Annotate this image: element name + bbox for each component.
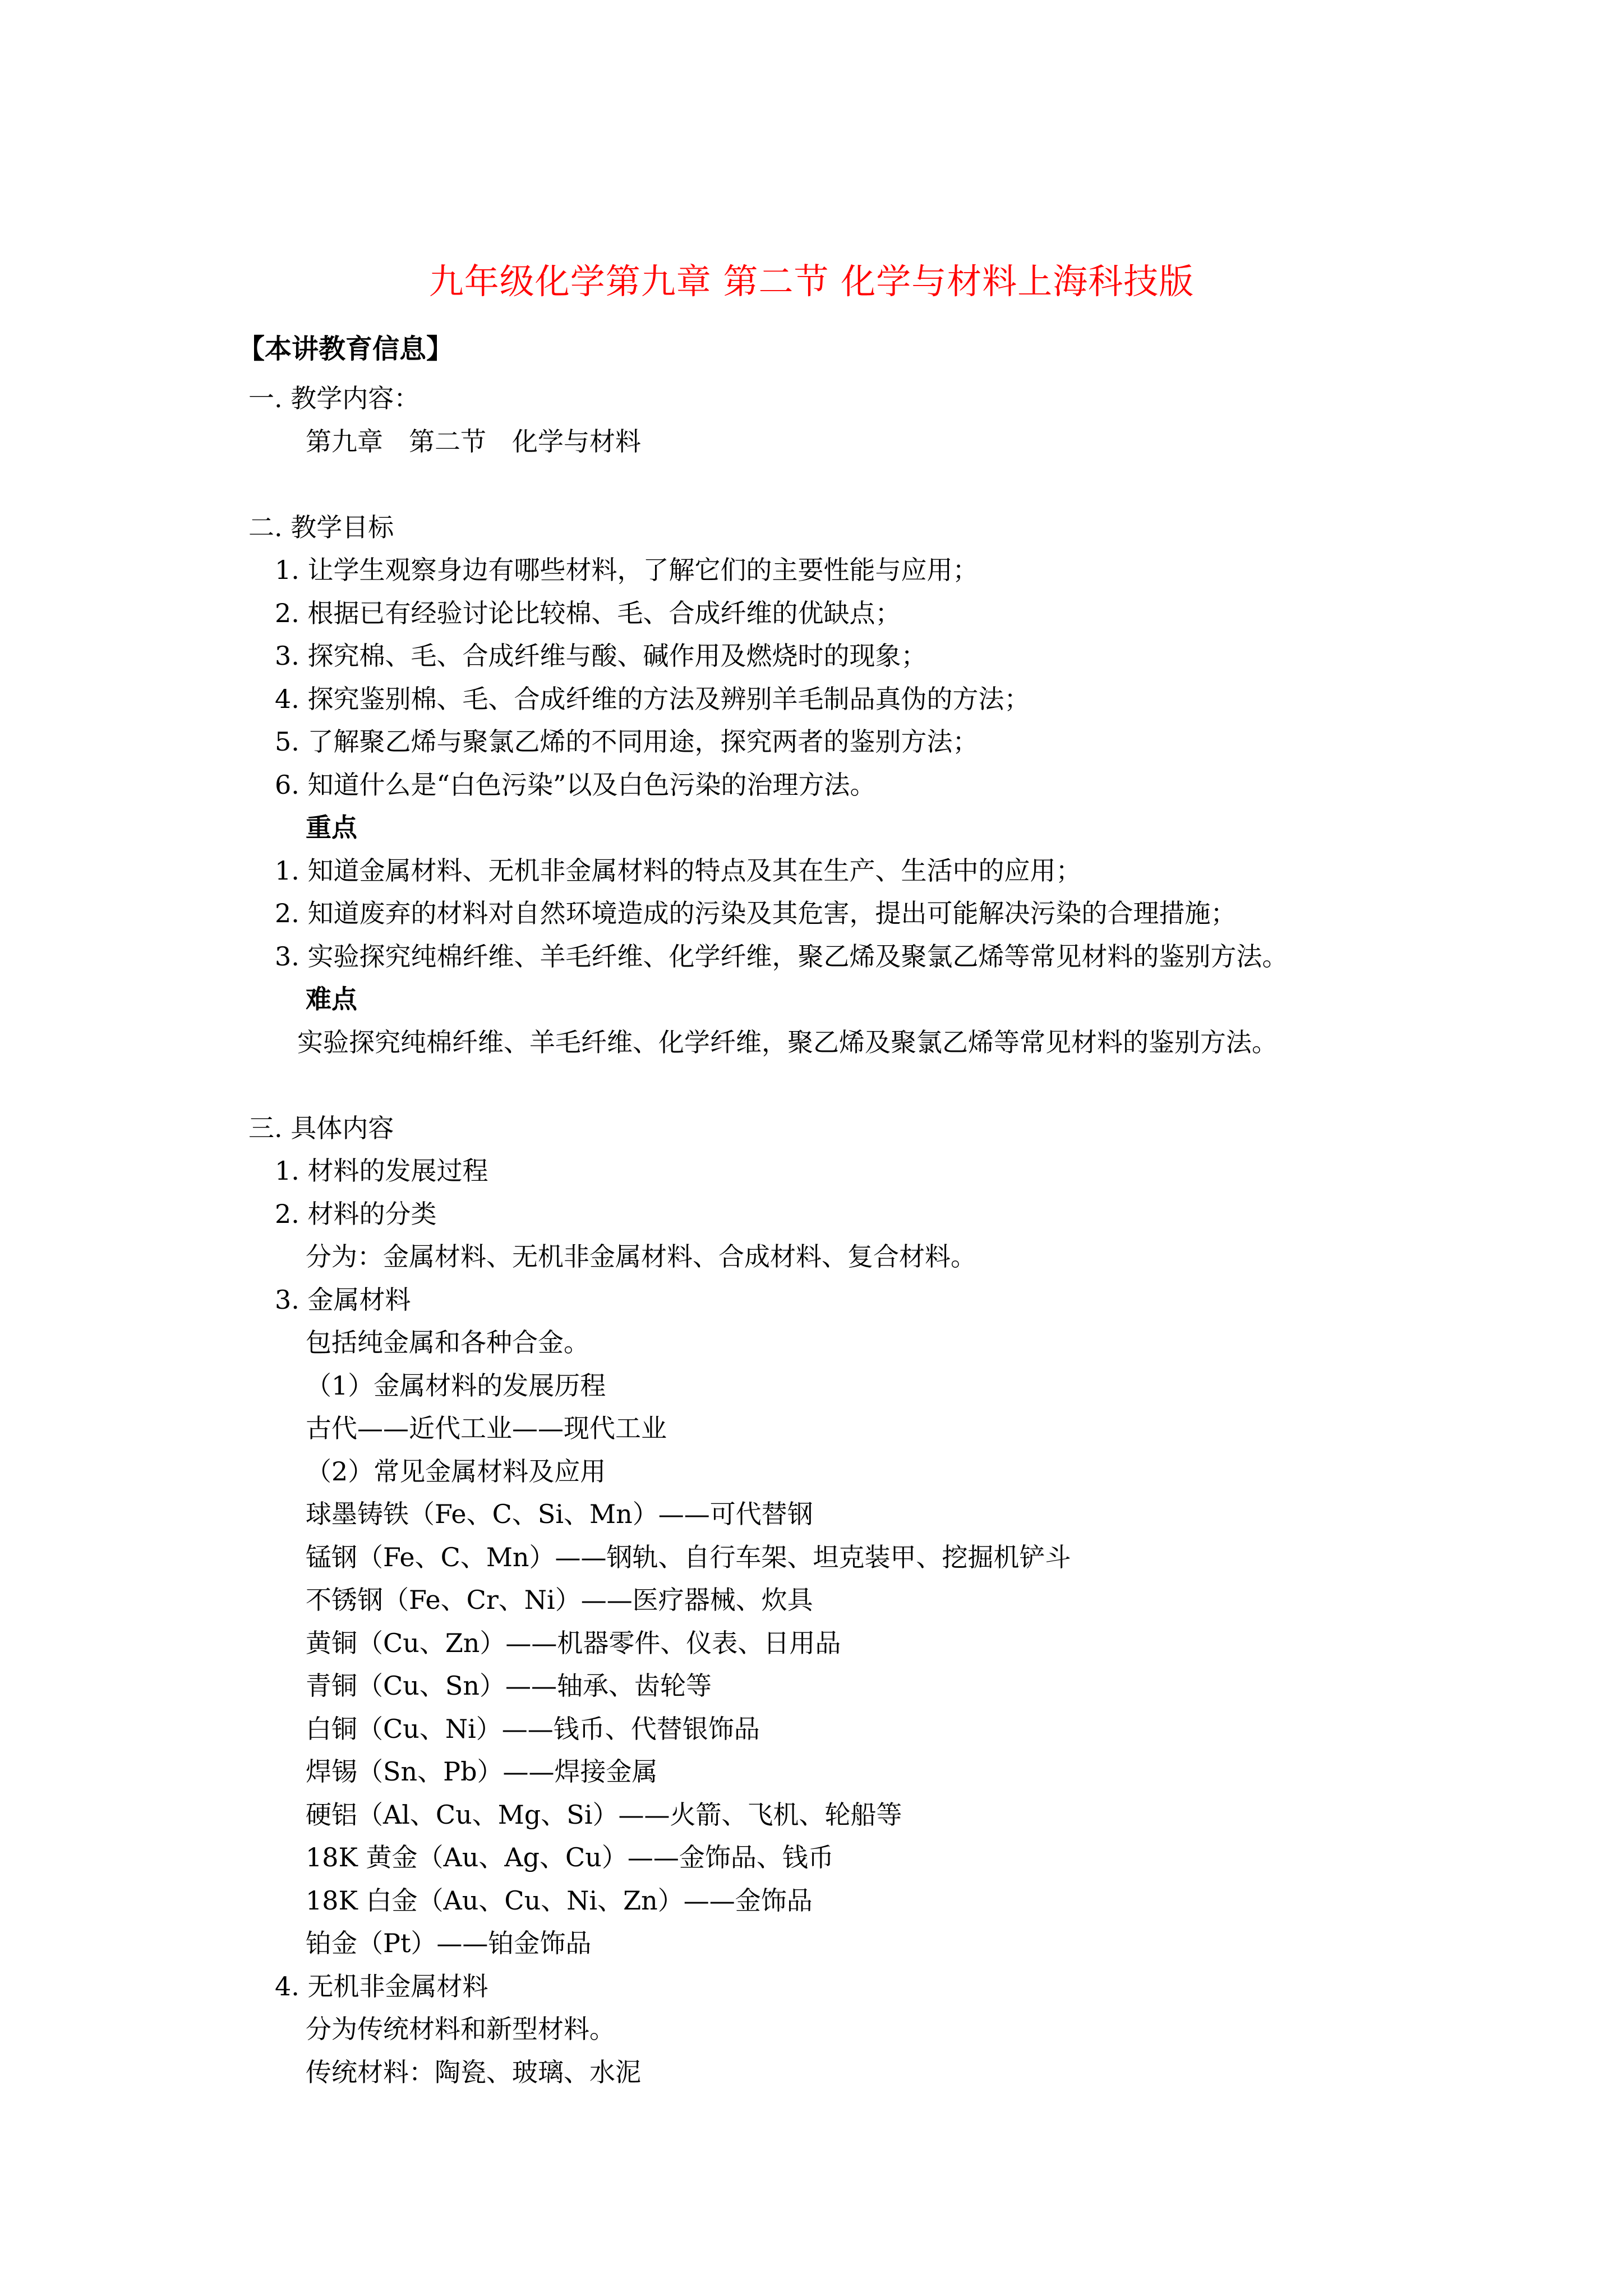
sub-item: （1）金属材料的发展历程 <box>306 1370 606 1401</box>
goal-item: 4. 探究鉴别棉、毛、合成纤维的方法及辨别羊毛制品真伪的方法； <box>275 683 1030 714</box>
blank-line <box>0 1064 1623 1107</box>
content-desc: 传统材料：陶瓷、玻璃、水泥 <box>306 2056 641 2087</box>
document-body <box>0 377 1623 2093</box>
content-desc: 分为：金属材料、无机非金属材料、合成材料、复合材料。 <box>306 1241 976 1272</box>
content-desc: 包括纯金属和各种合金。 <box>306 1327 589 1358</box>
goal-item: 6. 知道什么是“白色污染”以及白色污染的治理方法。 <box>275 769 876 800</box>
metal-item: 铂金（Pt）——铂金饰品 <box>306 1928 592 1958</box>
section-3-heading: 三. 具体内容 <box>248 1112 394 1143</box>
document-title: 九年级化学第九章 第二节 化学与材料上海科技版 <box>428 261 1195 302</box>
key-point-item: 1. 知道金属材料、无机非金属材料的特点及其在生产、生活中的应用； <box>275 855 1082 886</box>
content-item: 2. 材料的分类 <box>275 1198 437 1229</box>
metal-item: 白铜（Cu、Ni）——钱币、代替银饰品 <box>306 1713 760 1744</box>
goal-item: 5. 了解聚乙烯与聚氯乙烯的不同用途，探究两者的鉴别方法； <box>275 726 979 757</box>
metal-item: 18K 黄金（Au、Ag、Cu）——金饰品、钱币 <box>306 1842 834 1872</box>
metal-item: 硬铝（Al、Cu、Mg、Si）——火箭、飞机、轮船等 <box>306 1799 902 1830</box>
blank-line <box>0 463 1623 506</box>
metal-item: 青铜（Cu、Sn）——轴承、齿轮等 <box>306 1671 712 1701</box>
section-2-heading: 二. 教学目标 <box>248 512 394 542</box>
metal-item: 18K 白金（Au、Cu、Ni、Zn）——金饰品 <box>306 1885 813 1916</box>
content-item: 1. 材料的发展过程 <box>275 1156 488 1186</box>
section-header: 【本讲教育信息】 <box>238 333 454 365</box>
content-item: 3. 金属材料 <box>275 1284 411 1315</box>
section-1-content: 第九章 第二节 化学与材料 <box>306 426 641 457</box>
sub-item: （2）常见金属材料及应用 <box>306 1456 606 1487</box>
metal-item: 焊锡（Sn、Pb）——焊接金属 <box>306 1756 658 1787</box>
goal-item: 2. 根据已有经验讨论比较棉、毛、合成纤维的优缺点； <box>275 597 901 628</box>
difficulty-text: 实验探究纯棉纤维、羊毛纤维、化学纤维，聚乙烯及聚氯乙烯等常见材料的鉴别方法。 <box>297 1027 1278 1057</box>
key-point-item: 2. 知道废弃的材料对自然环境造成的污染及其危害，提出可能解决污染的合理措施； <box>275 898 1237 928</box>
metal-item: 黄铜（Cu、Zn）——机器零件、仪表、日用品 <box>306 1627 841 1658</box>
metal-item: 球墨铸铁（Fe、C、Si、Mn）——可代替钢 <box>306 1499 813 1529</box>
goal-item: 3. 探究棉、毛、合成纤维与酸、碱作用及燃烧时的现象； <box>275 641 927 671</box>
content-item: 4. 无机非金属材料 <box>275 1971 488 2001</box>
key-points-label: 重点 <box>306 812 357 843</box>
goal-item: 1. 让学生观察身边有哪些材料，了解它们的主要性能与应用； <box>275 555 979 585</box>
metal-item: 锰钢（Fe、C、Mn）——钢轨、自行车架、坦克装甲、挖掘机铲斗 <box>306 1542 1071 1572</box>
content-desc: 分为传统材料和新型材料。 <box>306 2014 615 2044</box>
key-point-item: 3. 实验探究纯棉纤维、羊毛纤维、化学纤维，聚乙烯及聚氯乙烯等常见材料的鉴别方法。 <box>275 941 1288 972</box>
metal-item: 不锈钢（Fe、Cr、Ni）——医疗器械、炊具 <box>306 1585 813 1615</box>
section-1-heading: 一. 教学内容： <box>248 383 420 413</box>
sub-desc: 古代——近代工业——现代工业 <box>306 1413 667 1443</box>
difficulty-label: 难点 <box>306 984 357 1014</box>
